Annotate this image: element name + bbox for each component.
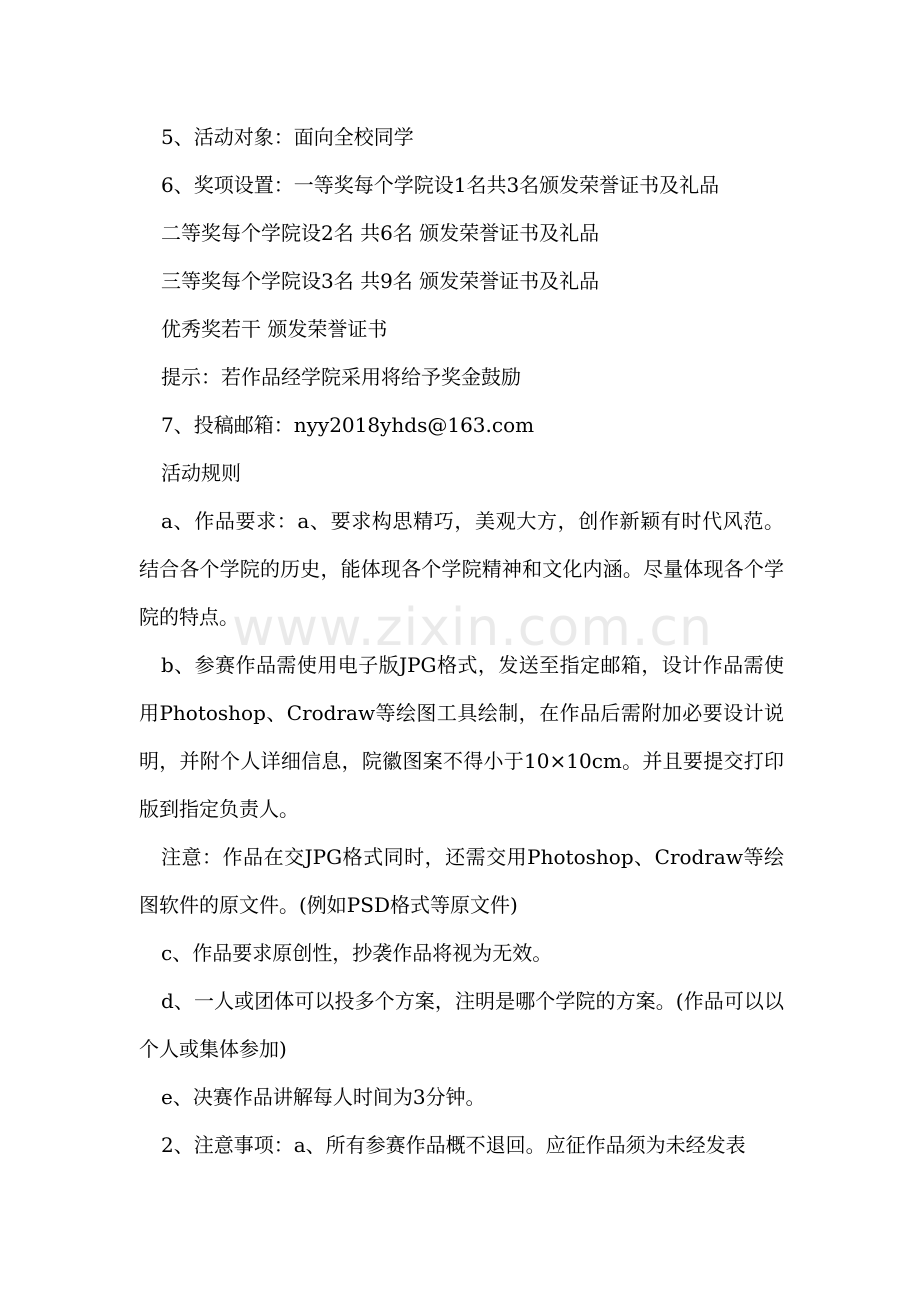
- paragraph-third-prize: 三等奖每个学院设3名 共9名 颁发荣誉证书及礼品: [161, 269, 600, 293]
- paragraph-target-audience: 5、活动对象：面向全校同学: [161, 125, 414, 149]
- paragraph-rule-a: a、作品要求：a、要求构思精巧，美观大方，创作新颖有时代风范。结合各个学院的历史，能体现各个学院精神和文化内涵。尽量体现各个学院的特点。: [139, 509, 784, 629]
- paragraph-rule-c: c、作品要求原创性，抄袭作品将视为无效。: [161, 941, 553, 965]
- paragraph-email: 7、投稿邮箱：nyy2018yhds@163.com: [161, 413, 535, 437]
- paragraph-second-prize: 二等奖每个学院设2名 共6名 颁发荣誉证书及礼品: [161, 221, 600, 245]
- paragraph-note: 注意：作品在交JPG格式同时，还需交用Photoshop、Crodraw等绘图软件的原文件。(例如PSD格式等原文件): [139, 845, 784, 917]
- paragraph-notes: 2、注意事项：a、所有参赛作品概不退回。应征作品须为未经发表: [161, 1133, 746, 1157]
- paragraph-rule-d: d、一人或团体可以投多个方案，注明是哪个学院的方案。(作品可以以个人或集体参加): [139, 989, 784, 1061]
- paragraph-rule-b: b、参赛作品需使用电子版JPG格式，发送至指定邮箱，设计作品需使用Photoshop、Crodraw等绘图工具绘制，在作品后需附加必要设计说明，并附个人详细信息，院徽图案不得小于10×10cm。并且要提交打印版到指定负责人。: [139, 653, 784, 821]
- paragraph-excellence-prize: 优秀奖若干 颁发荣誉证书: [161, 317, 388, 341]
- paragraph-tip: 提示：若作品经学院采用将给予奖金鼓励: [161, 365, 521, 389]
- paragraph-rule-e: e、决赛作品讲解每人时间为3分钟。: [161, 1085, 486, 1109]
- watermark: www.zixin.com.cn: [232, 598, 713, 658]
- paragraph-awards: 6、奖项设置：一等奖每个学院设1名共3名颁发荣誉证书及礼品: [161, 173, 720, 197]
- section-heading-rules: 活动规则: [161, 461, 241, 485]
